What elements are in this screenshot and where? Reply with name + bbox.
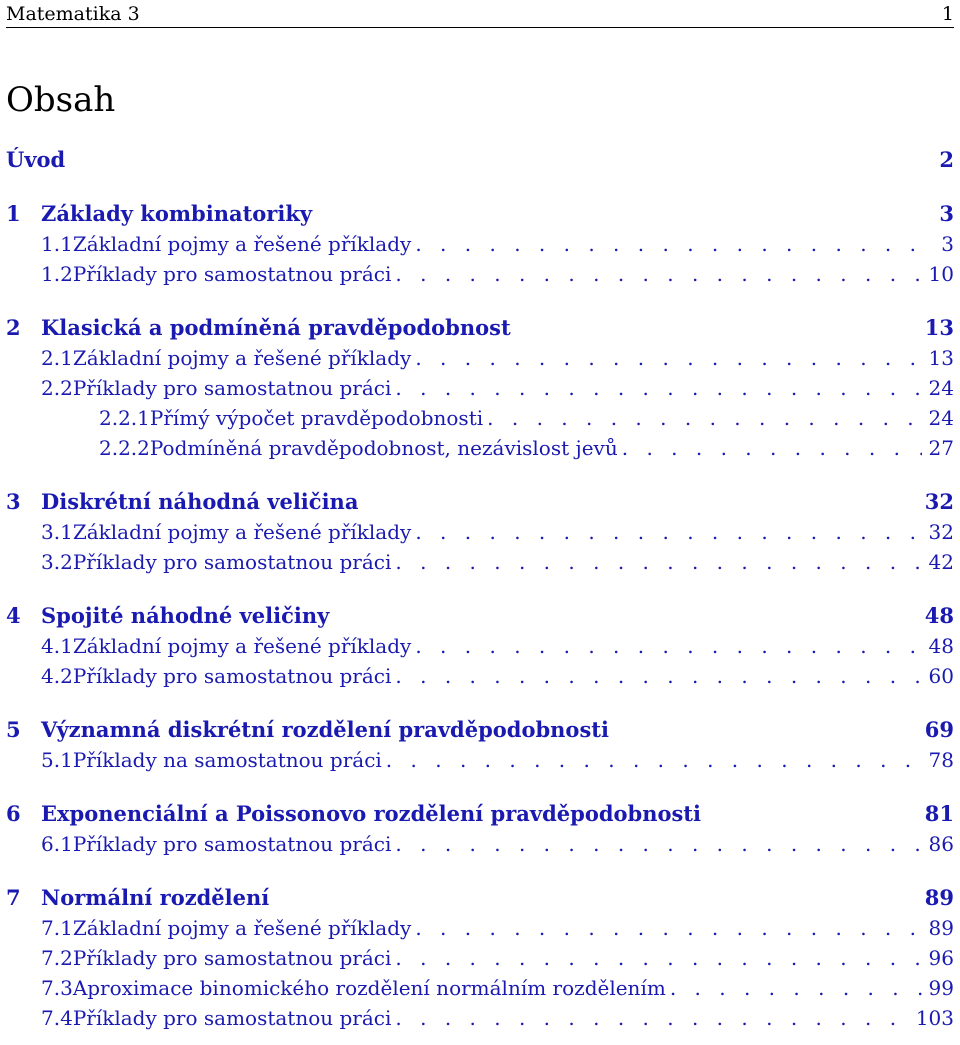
toc-entry-number: 5 xyxy=(6,717,21,742)
toc-chapter-link[interactable] xyxy=(6,199,954,229)
toc-entry-title: Významná diskrétní rozdělení pravděpodobnosti xyxy=(41,717,609,742)
toc-entry-number: 2.2 xyxy=(41,376,73,400)
toc-entry-page: 81 xyxy=(924,801,954,826)
toc-entry-page: 89 xyxy=(924,885,954,910)
toc-entry-page: 13 xyxy=(924,315,954,340)
table-of-contents xyxy=(6,145,954,1033)
toc-entry-title: Diskrétní náhodná veličina xyxy=(41,489,359,514)
toc-entry-page: 13 xyxy=(928,346,954,370)
toc-chapter-link[interactable] xyxy=(6,145,954,175)
toc-leader-dots xyxy=(415,517,922,547)
toc-entry-title: Příklady pro samostatnou práci xyxy=(72,550,392,574)
toc-entry-number: 1.2 xyxy=(41,262,73,286)
toc-section-link[interactable] xyxy=(6,343,954,373)
toc-entry-title: Příklady na samostatnou práci xyxy=(72,748,382,772)
toc-heading: Obsah xyxy=(6,80,116,120)
toc-leader-dots xyxy=(395,661,922,691)
toc-chapter-link[interactable] xyxy=(6,883,954,913)
toc-entry-number: 2.1 xyxy=(41,346,73,370)
toc-gap xyxy=(6,577,954,601)
toc-entry-page: 48 xyxy=(924,603,954,628)
toc-chapter-link[interactable] xyxy=(6,799,954,829)
toc-entry-page: 32 xyxy=(924,489,954,514)
toc-entry-title: Základy kombinatoriky xyxy=(41,201,313,226)
toc-gap xyxy=(6,463,954,487)
toc-entry-number: 3.1 xyxy=(41,520,73,544)
toc-leader-dots xyxy=(395,943,922,973)
toc-gap xyxy=(6,691,954,715)
toc-entry-number: 2.2.1 xyxy=(99,406,150,430)
toc-entry-page: 69 xyxy=(924,717,954,742)
toc-entry-title: Základní pojmy a řešené příklady xyxy=(72,346,412,370)
toc-leader-dots xyxy=(395,547,922,577)
toc-entry-page: 99 xyxy=(928,976,954,1000)
toc-entry-title: Příklady pro samostatnou práci xyxy=(72,832,392,856)
toc-leader-dots xyxy=(415,631,922,661)
toc-entry-title: Spojité náhodné veličiny xyxy=(41,603,330,628)
page-number: 1 xyxy=(941,2,954,25)
toc-entry-number: 1.1 xyxy=(41,232,73,256)
toc-entry-page: 86 xyxy=(928,832,954,856)
toc-section-link[interactable] xyxy=(6,517,954,547)
toc-entry-title: Normální rozdělení xyxy=(41,885,270,910)
toc-subsection-link[interactable] xyxy=(6,433,954,463)
toc-entry-number: 4 xyxy=(6,603,21,628)
toc-entry-title: Příklady pro samostatnou práci xyxy=(72,376,392,400)
toc-entry-number: 3 xyxy=(6,489,21,514)
toc-entry-number: 4.2 xyxy=(41,664,73,688)
toc-entry-number: 2.2.2 xyxy=(99,436,150,460)
toc-chapter-link[interactable] xyxy=(6,715,954,745)
toc-chapter-link[interactable] xyxy=(6,601,954,631)
toc-entry-page: 78 xyxy=(928,748,954,772)
toc-section-link[interactable] xyxy=(6,943,954,973)
toc-entry-title: Příklady pro samostatnou práci xyxy=(72,262,392,286)
toc-entry-number: 7.2 xyxy=(41,946,73,970)
toc-entry-title: Příklady pro samostatnou práci xyxy=(72,946,392,970)
toc-leader-dots xyxy=(395,259,922,289)
toc-entry-title: Exponenciální a Poissonovo rozdělení pravděpodobnosti xyxy=(41,801,701,826)
toc-leader-dots xyxy=(395,373,922,403)
toc-entry-number: 7 xyxy=(6,885,21,910)
toc-chapter-link[interactable] xyxy=(6,487,954,517)
toc-entry-page: 48 xyxy=(928,634,954,658)
toc-section-link[interactable] xyxy=(6,745,954,775)
toc-entry-number: 7.4 xyxy=(41,1006,73,1030)
toc-leader-dots xyxy=(395,829,922,859)
toc-section-link[interactable] xyxy=(6,1003,954,1033)
toc-entry-page: 2 xyxy=(939,147,954,172)
toc-entry-title: Základní pojmy a řešené příklady xyxy=(72,520,412,544)
running-title: Matematika 3 xyxy=(6,2,140,25)
toc-leader-dots xyxy=(670,973,922,1003)
toc-entry-number: 7.1 xyxy=(41,916,73,940)
toc-entry-page: 24 xyxy=(928,406,954,430)
toc-section-link[interactable] xyxy=(6,973,954,1003)
toc-chapter-link[interactable] xyxy=(6,313,954,343)
toc-entry-page: 27 xyxy=(928,436,954,460)
toc-entry-number: 6 xyxy=(6,801,21,826)
toc-gap xyxy=(6,289,954,313)
toc-section-link[interactable] xyxy=(6,547,954,577)
page-header xyxy=(6,0,954,28)
toc-section-link[interactable] xyxy=(6,373,954,403)
toc-entry-page: 24 xyxy=(928,376,954,400)
toc-entry-number: 2 xyxy=(6,315,21,340)
toc-entry-title: Klasická a podmíněná pravděpodobnost xyxy=(41,315,511,340)
toc-entry-title: Aproximace binomického rozdělení normálním rozdělením xyxy=(72,976,666,1000)
toc-entry-title: Základní pojmy a řešené příklady xyxy=(72,916,412,940)
toc-leader-dots xyxy=(622,433,922,463)
toc-entry-title: Podmíněná pravděpodobnost, nezávislost jevů xyxy=(149,436,618,460)
toc-leader-dots xyxy=(386,745,922,775)
toc-section-link[interactable] xyxy=(6,661,954,691)
toc-entry-page: 103 xyxy=(915,1006,954,1030)
toc-entry-page: 3 xyxy=(941,232,954,256)
toc-entry-page: 32 xyxy=(928,520,954,544)
toc-section-link[interactable] xyxy=(6,259,954,289)
toc-section-link[interactable] xyxy=(6,631,954,661)
toc-leader-dots xyxy=(395,1003,911,1033)
toc-section-link[interactable] xyxy=(6,913,954,943)
toc-leader-dots xyxy=(415,229,922,259)
toc-gap xyxy=(6,175,954,199)
toc-entry-title: Základní pojmy a řešené příklady xyxy=(72,232,412,256)
toc-entry-number: 3.2 xyxy=(41,550,73,574)
toc-entry-number: 4.1 xyxy=(41,634,73,658)
toc-entry-number: 6.1 xyxy=(41,832,73,856)
toc-section-link[interactable] xyxy=(6,229,954,259)
toc-subsection-link[interactable] xyxy=(6,403,954,433)
toc-entry-title: Příklady pro samostatnou práci xyxy=(72,664,392,688)
toc-leader-dots xyxy=(487,403,922,433)
toc-gap xyxy=(6,859,954,883)
toc-entry-title: Úvod xyxy=(6,147,66,172)
toc-entry-page: 10 xyxy=(928,262,954,286)
toc-entry-page: 96 xyxy=(928,946,954,970)
toc-leader-dots xyxy=(415,913,922,943)
toc-entry-page: 89 xyxy=(928,916,954,940)
toc-entry-title: Základní pojmy a řešené příklady xyxy=(72,634,412,658)
toc-entry-page: 60 xyxy=(928,664,954,688)
toc-section-link[interactable] xyxy=(6,829,954,859)
toc-entry-number: 1 xyxy=(6,201,21,226)
toc-entry-page: 3 xyxy=(939,201,954,226)
toc-leader-dots xyxy=(415,343,922,373)
toc-entry-title: Příklady pro samostatnou práci xyxy=(72,1006,392,1030)
toc-entry-number: 7.3 xyxy=(41,976,73,1000)
toc-entry-number: 5.1 xyxy=(41,748,73,772)
toc-entry-page: 42 xyxy=(928,550,954,574)
toc-entry-title: Přímý výpočet pravděpodobnosti xyxy=(149,406,484,430)
toc-gap xyxy=(6,775,954,799)
